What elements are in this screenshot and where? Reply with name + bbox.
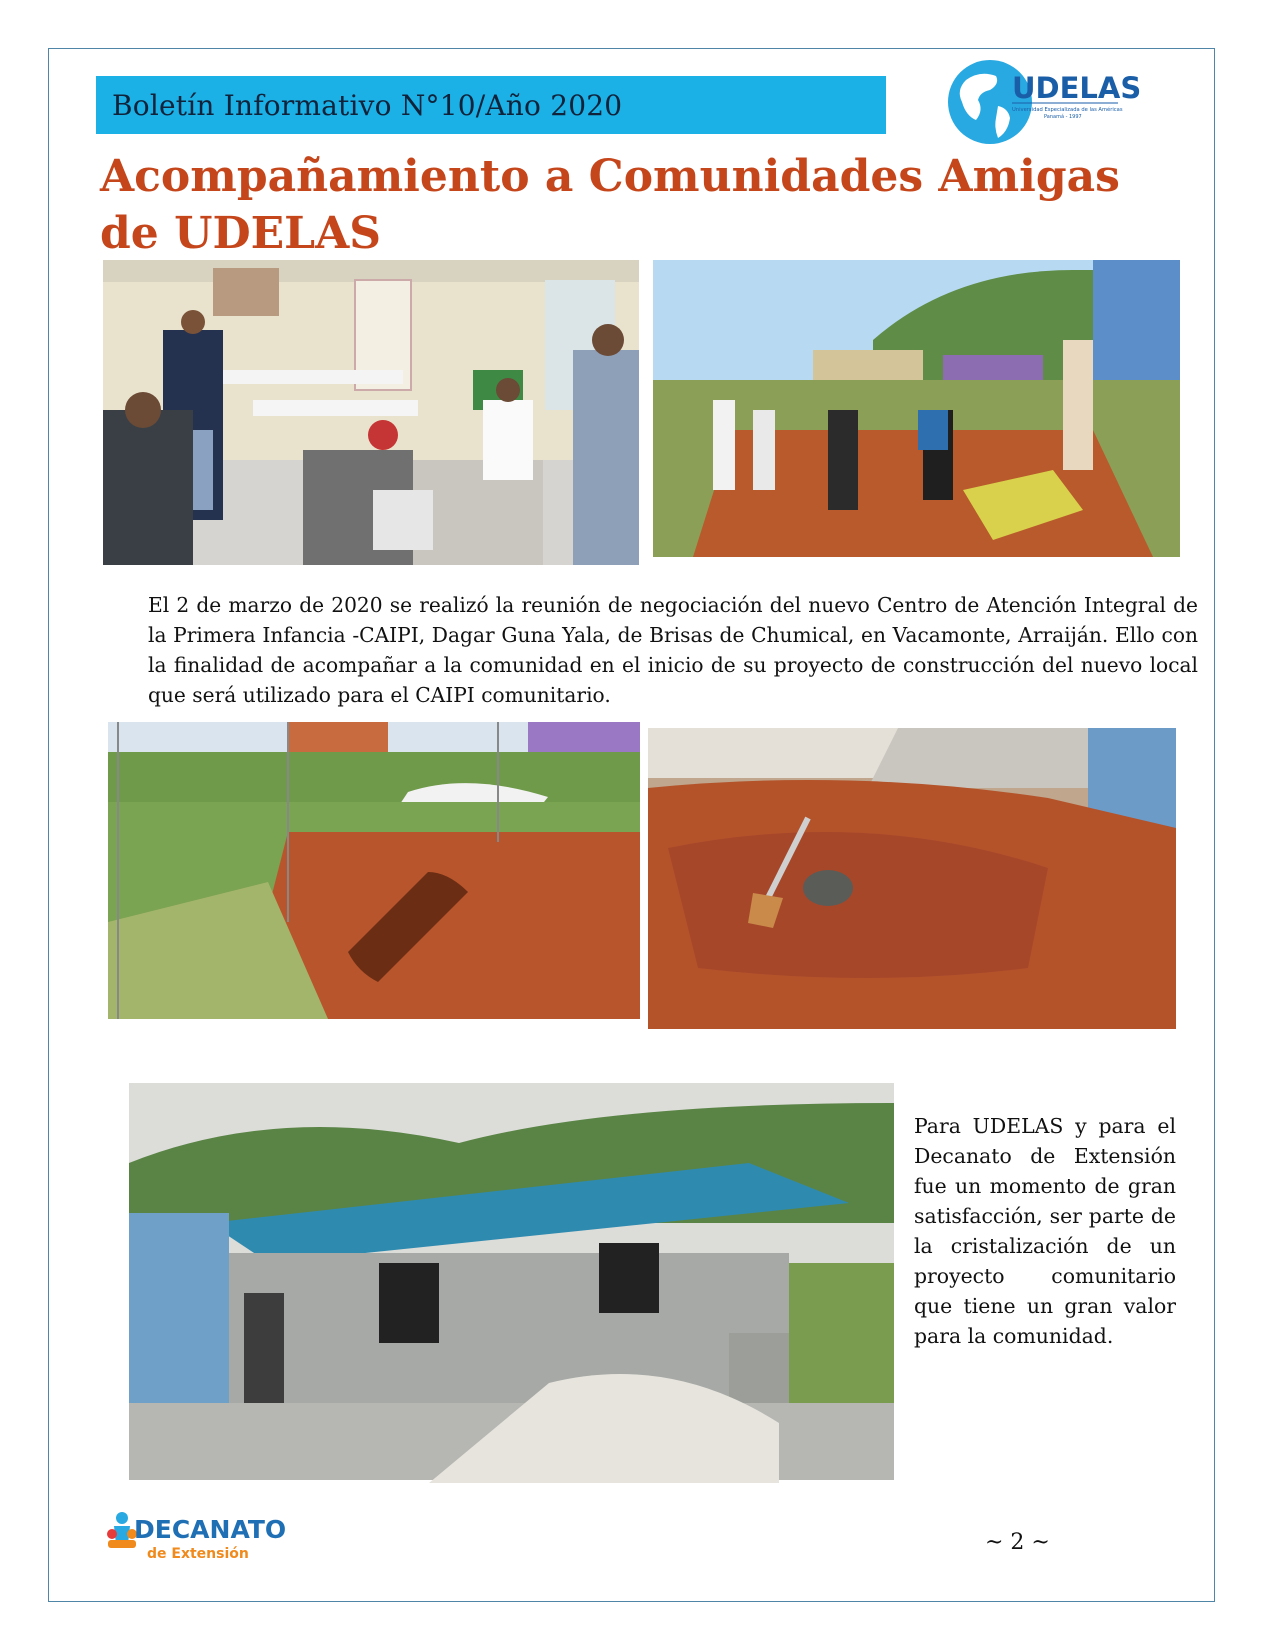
decanato-title: DECANATO [134,1515,287,1544]
photo-new-building [129,1083,894,1480]
photo-site-group [653,260,1180,557]
logo-subtitle: Universidad Especializada de las Américas [1012,107,1123,113]
logo-text: UDELAS [1012,71,1142,105]
bulletin-banner [96,76,886,134]
photo-dirt-shovel [648,728,1176,1019]
paragraph-satisfaction: Para UDELAS y para el Decanato de Extensión fue un momento de gran satisfacción, ser parte de la cristalización de un proyecto comunitario que tiene un gran valor para la comunidad. [914,1114,1176,1348]
photo-trench [108,722,640,1019]
page-number: ~ 2 ~ [985,1530,1050,1555]
photo-meeting [103,260,639,565]
article-title: Acompañamiento a Comunidades Amigas de UDELAS [100,151,1120,259]
bulletin-title: Boletín Informativo N°10/Año 2020 [112,88,623,122]
paragraph-caipi-meeting: El 2 de marzo de 2020 se realizó la reunión de negociación del nuevo Centro de Atención Integral de la Primera Infancia -CAIPI, Dagar Guna Yala, de Brisas de Chumical, en Vacamonte, Arraiján. Ello con la finalidad de acompañar a la comunidad en el inicio de su proyecto de construcción del nuevo local que será utilizado para el CAIPI comunitario. [148,593,1198,707]
udelas-logo [946,58,1142,146]
decanato-subtitle: de Extensión [147,1546,249,1562]
decanato-logo [104,1506,294,1564]
logo-country: Panamá - 1997 [1044,114,1082,120]
